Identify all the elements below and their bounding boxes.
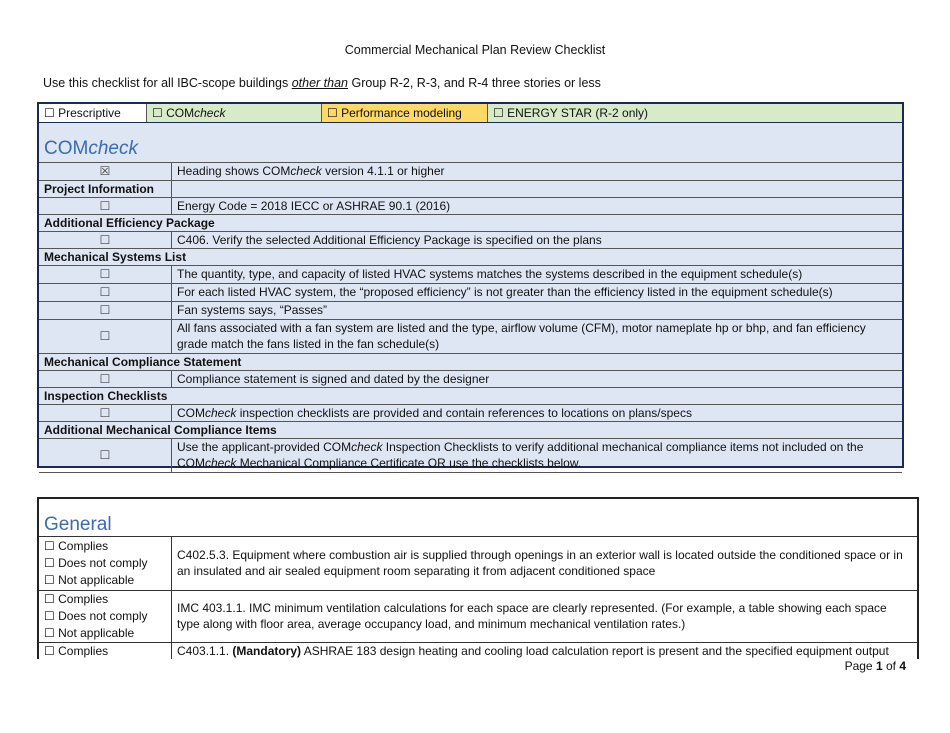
- table-row: [39, 265, 902, 283]
- table-row: [39, 319, 902, 353]
- document-subtitle: Use this checklist for all IBC-scope buildings other than Group R-2, R-3, and R-4 three stories or less: [43, 76, 601, 90]
- table-row: [39, 248, 902, 265]
- general-table: [39, 537, 917, 659]
- table-row: [39, 642, 917, 659]
- checkbox-icon: ☐: [44, 643, 55, 658]
- comcheck-table: [39, 163, 902, 473]
- subtitle-emphasis: other than: [291, 76, 349, 90]
- checkbox-icon[interactable]: ☐: [39, 265, 172, 283]
- checkbox-icon[interactable]: ☐: [152, 106, 163, 120]
- checkbox-icon: ☐: [44, 538, 55, 553]
- complies-option[interactable]: ☐ Complies: [44, 538, 109, 553]
- table-row: [39, 197, 902, 214]
- table-row: [39, 438, 902, 472]
- group-header: Mechanical Compliance Statement: [39, 353, 902, 370]
- table-row: [39, 163, 902, 180]
- checkbox-icon[interactable]: ☐: [44, 106, 55, 120]
- does-not-comply-option[interactable]: ☐ Does not comply: [44, 555, 148, 570]
- checkbox-icon[interactable]: ☐: [39, 438, 172, 472]
- compliance-choices: [39, 642, 172, 659]
- not-applicable-option[interactable]: ☐ Not applicable: [44, 572, 135, 587]
- compliance-path-options: [39, 104, 902, 123]
- row-text: C403.1.1. (Mandatory) ASHRAE 183 design heating and cooling load calculation report is present and the specified equipment output: [172, 642, 918, 659]
- row-text: Use the applicant-provided COMcheck Inspection Checklists to verify additional mechanical compliance items not included on the COMcheck Mechanical Compliance Certificate OR use the checklists below.: [172, 438, 903, 472]
- checkbox-icon[interactable]: ☐: [39, 231, 172, 248]
- table-row: [39, 537, 917, 590]
- table-row: [39, 370, 902, 387]
- group-header: Inspection Checklists: [39, 387, 902, 404]
- option-prescriptive[interactable]: ☐ Prescriptive: [39, 104, 147, 122]
- checkbox-icon[interactable]: ☐: [39, 370, 172, 387]
- row-text: Fan systems says, “Passes”: [172, 301, 903, 319]
- comcheck-heading: COMcheck: [39, 123, 902, 163]
- checkbox-icon: ☐: [44, 572, 55, 587]
- not-applicable-option[interactable]: ☐ Not applicable: [44, 625, 135, 640]
- checkbox-icon[interactable]: ☐: [327, 106, 338, 120]
- complies-option[interactable]: ☐ Complies: [44, 643, 109, 658]
- table-row: [39, 404, 902, 421]
- group-header: Mechanical Systems List: [39, 248, 902, 265]
- checkbox-icon[interactable]: ☐: [39, 301, 172, 319]
- table-row: [39, 590, 917, 642]
- does-not-comply-option[interactable]: ☐ Does not comply: [44, 608, 148, 623]
- row-text: The quantity, type, and capacity of listed HVAC systems matches the systems described in the equipment schedule(s): [172, 265, 903, 283]
- table-row: [39, 231, 902, 248]
- option-energy-star[interactable]: ☐ ENERGY STAR (R-2 only): [488, 104, 902, 122]
- table-row: [39, 283, 902, 301]
- group-header: Additional Mechanical Compliance Items: [39, 421, 902, 438]
- checkbox-icon: ☐: [44, 608, 55, 623]
- row-text: C406. Verify the selected Additional Efficiency Package is specified on the plans: [172, 231, 903, 248]
- row-text: COMcheck inspection checklists are provided and contain references to locations on plans/specs: [172, 404, 903, 421]
- row-text: Heading shows COMcheck version 4.1.1 or higher: [172, 163, 903, 180]
- compliance-choices: [39, 590, 172, 642]
- compliance-choices: [39, 537, 172, 590]
- table-row: [39, 180, 902, 197]
- checkbox-checked-icon[interactable]: ☒: [39, 163, 172, 180]
- checkbox-icon[interactable]: ☐: [493, 106, 504, 120]
- option-performance-modeling[interactable]: ☐ Performance modeling: [322, 104, 488, 122]
- general-section: [37, 497, 919, 659]
- option-comcheck[interactable]: ☐ COMcheck: [147, 104, 322, 122]
- table-row: [39, 214, 902, 231]
- group-header: Project Information: [39, 180, 172, 197]
- page-number: Page 1 of 4: [844, 659, 906, 673]
- comcheck-section: [37, 102, 904, 468]
- table-row: [39, 353, 902, 370]
- checkbox-icon: ☐: [44, 625, 55, 640]
- row-text: C402.5.3. Equipment where combustion air is supplied through openings in an exterior wall is located outside the conditioned space or in an insulated and air sealed equipment room separating it from adjacent conditioned space: [172, 537, 918, 590]
- table-row: [39, 301, 902, 319]
- group-header: Additional Efficiency Package: [39, 214, 902, 231]
- row-text: IMC 403.1.1. IMC minimum ventilation calculations for each space are clearly represented. (For example, a table showing each space type along with floor area, average occupancy load, and minimum mechanical ventilation rates.): [172, 590, 918, 642]
- table-row: [39, 387, 902, 404]
- checkbox-icon[interactable]: ☐: [39, 404, 172, 421]
- general-heading: General: [39, 499, 917, 537]
- checkbox-icon: ☐: [44, 591, 55, 606]
- row-text: For each listed HVAC system, the “proposed efficiency” is not greater than the efficiency listed in the equipment schedule(s): [172, 283, 903, 301]
- checkbox-icon[interactable]: ☐: [39, 197, 172, 214]
- row-text: All fans associated with a fan system are listed and the type, airflow volume (CFM), motor nameplate hp or bhp, and fan efficiency grade match the fans listed in the fan schedule(s): [172, 319, 903, 353]
- row-text: Energy Code = 2018 IECC or ASHRAE 90.1 (2016): [172, 197, 903, 214]
- complies-option[interactable]: ☐ Complies: [44, 591, 109, 606]
- table-row: [39, 421, 902, 438]
- document-title: Commercial Mechanical Plan Review Checklist: [344, 43, 606, 57]
- row-text: Compliance statement is signed and dated by the designer: [172, 370, 903, 387]
- checkbox-icon[interactable]: ☐: [39, 283, 172, 301]
- checkbox-icon: ☐: [44, 555, 55, 570]
- checkbox-icon[interactable]: ☐: [39, 319, 172, 353]
